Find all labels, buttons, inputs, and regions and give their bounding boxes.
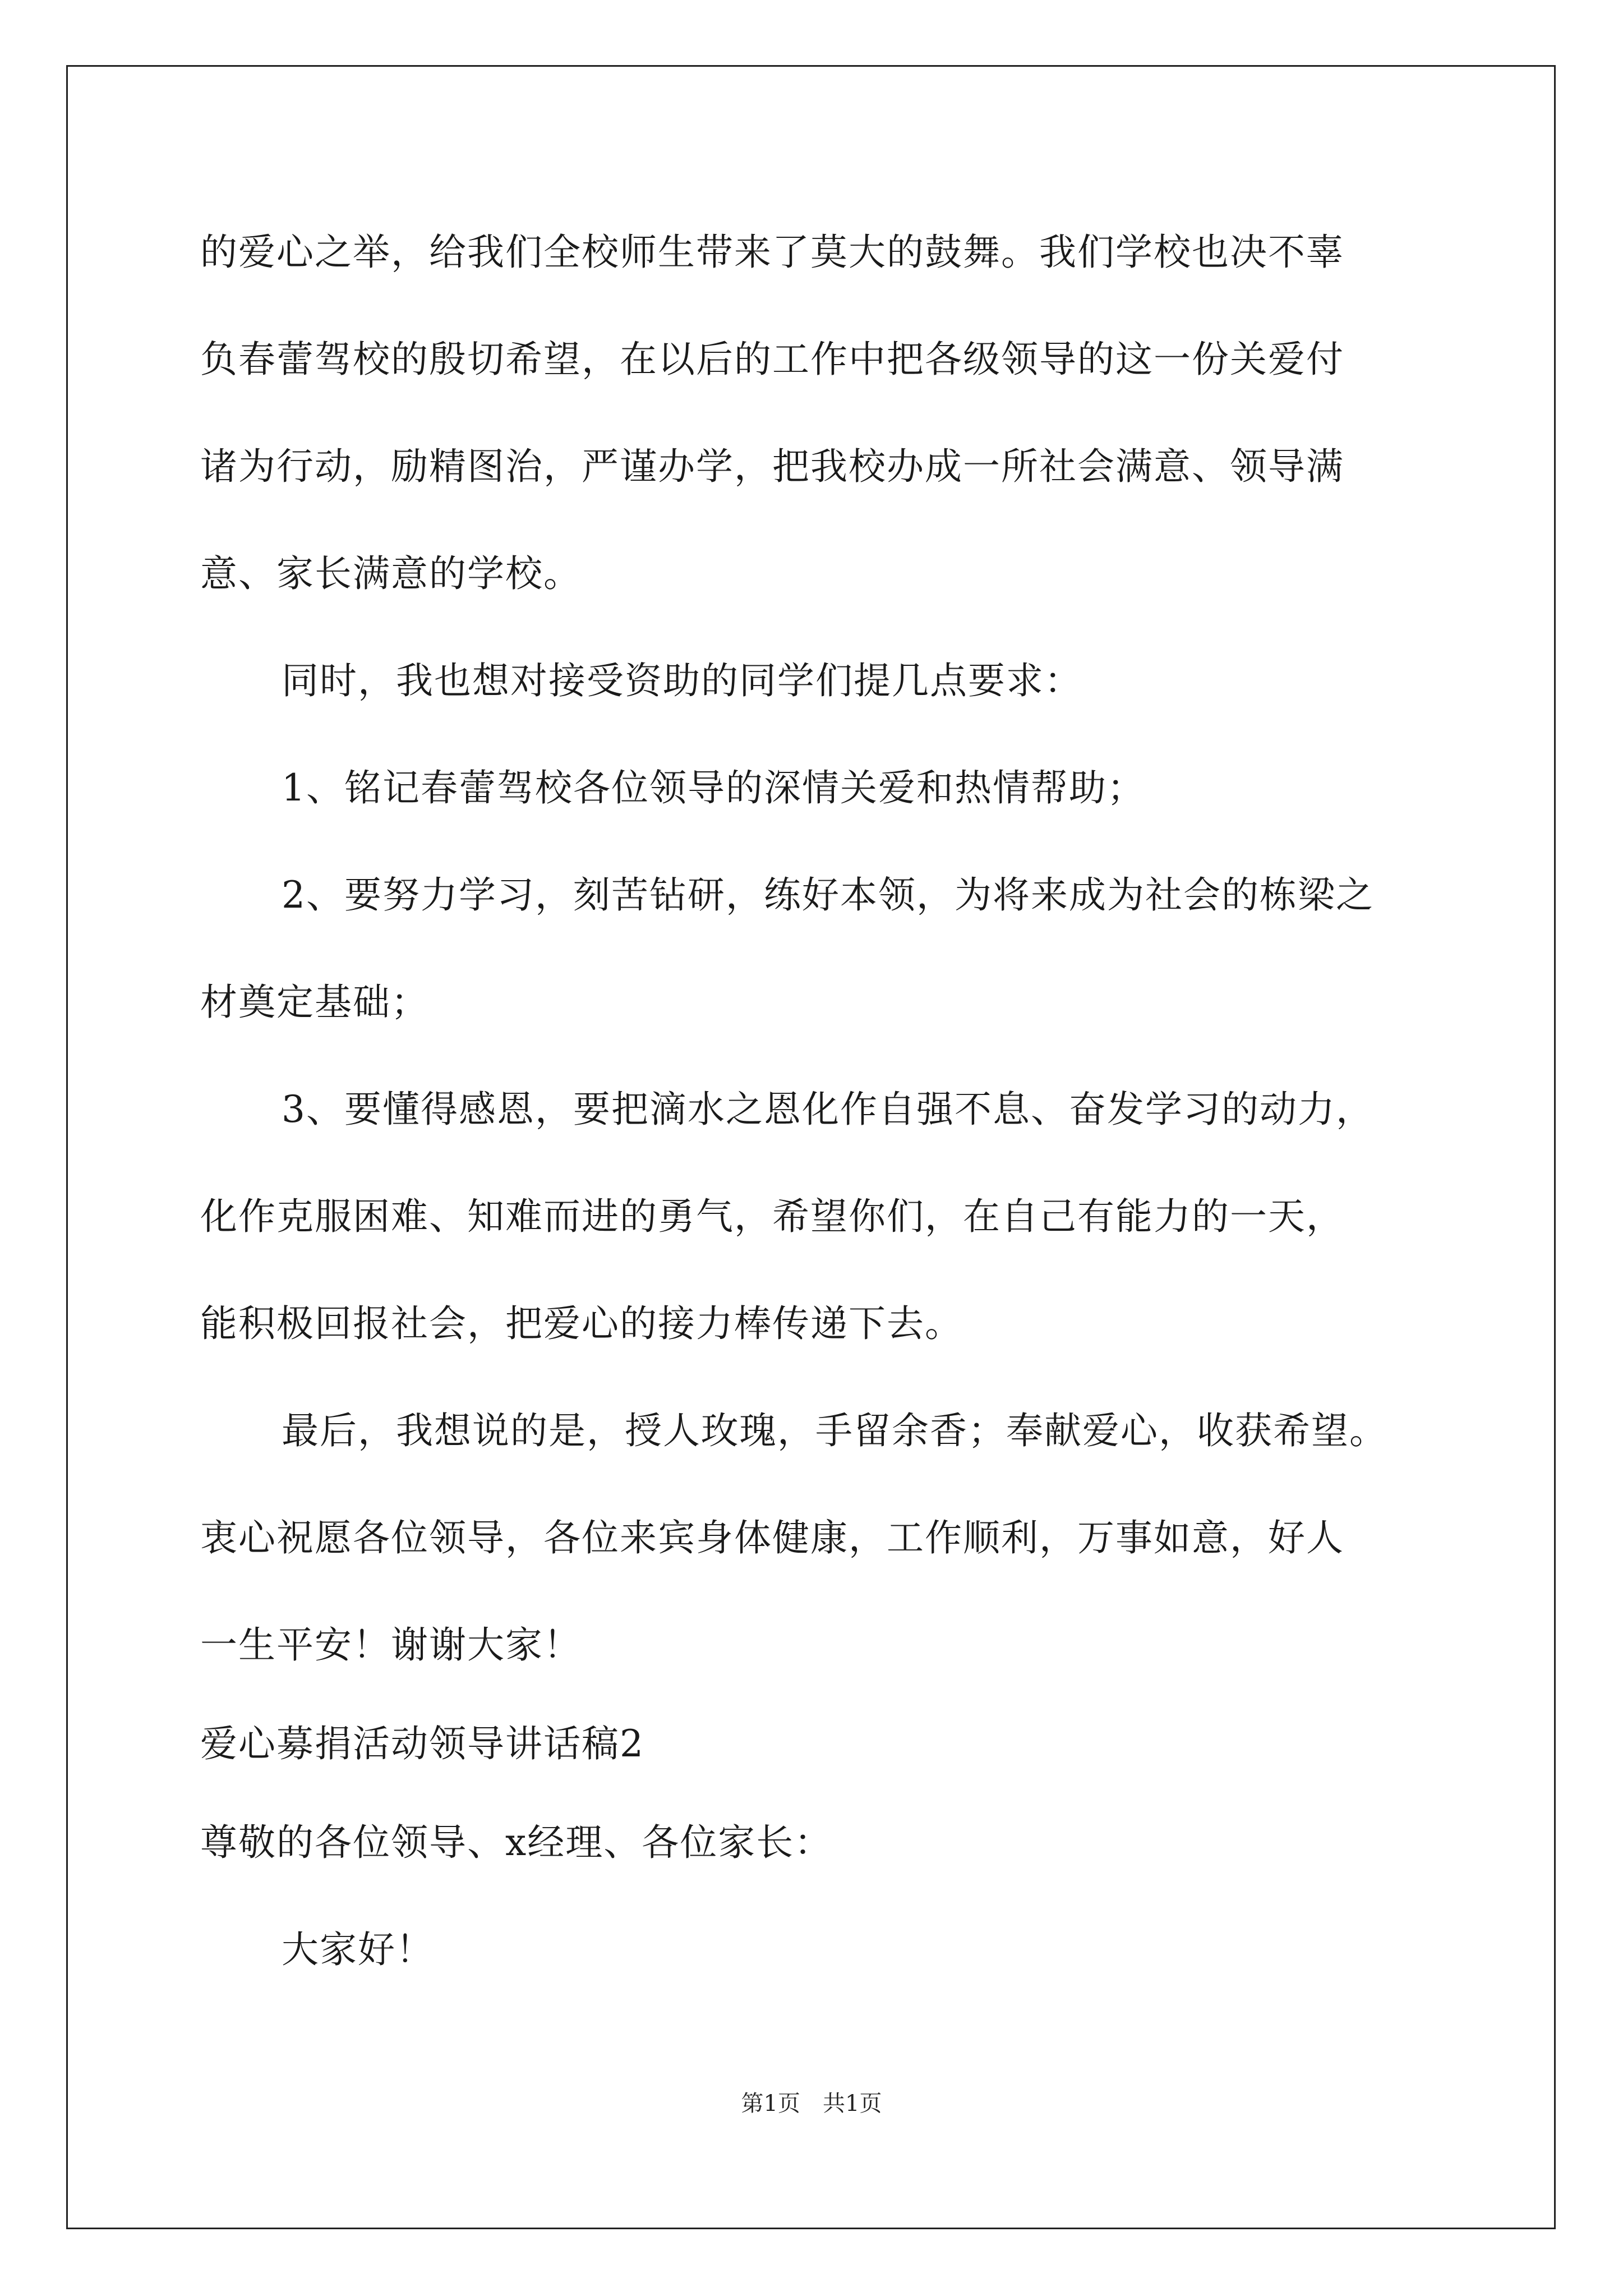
body-line: 化作克服困难、知难而进的勇气，希望你们，在自己有能力的一天， (200, 1195, 1344, 1238)
body-line: 衷心祝愿各位领导，各位来宾身体健康，工作顺利，万事如意，好人 (200, 1516, 1344, 1559)
body-line: 意、家长满意的学校。 (200, 552, 582, 595)
body-line: 同时，我也想对接受资助的同学们提几点要求： (282, 659, 1082, 702)
salutation-line: 尊敬的各位领导、x经理、各位家长： (200, 1821, 833, 1864)
page-number-footer: 第1页 共1页 (741, 2091, 882, 2116)
body-line: 1、铭记春蕾驾校各位领导的深情关爱和热情帮助； (282, 766, 1145, 809)
body-line: 负春蕾驾校的殷切希望，在以后的工作中把各级领导的这一份关爱付 (200, 338, 1344, 381)
section-heading: 爱心募捐活动领导讲话稿2 (200, 1722, 644, 1765)
body-line: 3、要懂得感恩，要把滴水之恩化作自强不息、奋发学习的动力， (282, 1088, 1374, 1131)
body-line: 一生平安！谢谢大家！ (200, 1623, 582, 1667)
body-line: 最后，我想说的是，授人玫瑰，手留余香；奉献爱心，收获希望。 (282, 1409, 1387, 1452)
body-line: 诸为行动，励精图治，严谨办学，把我校办成一所社会满意、领导满 (200, 445, 1344, 488)
greeting-line: 大家好！ (282, 1928, 434, 1971)
body-line: 材奠定基础； (200, 981, 429, 1024)
body-line: 的爱心之举，给我们全校师生带来了莫大的鼓舞。我们学校也决不辜 (200, 231, 1344, 274)
body-line: 能积极回报社会，把爱心的接力棒传递下去。 (200, 1302, 963, 1345)
body-line: 2、要努力学习，刻苦钻研，练好本领，为将来成为社会的栋梁之 (282, 873, 1374, 917)
page-border (66, 65, 1556, 2229)
